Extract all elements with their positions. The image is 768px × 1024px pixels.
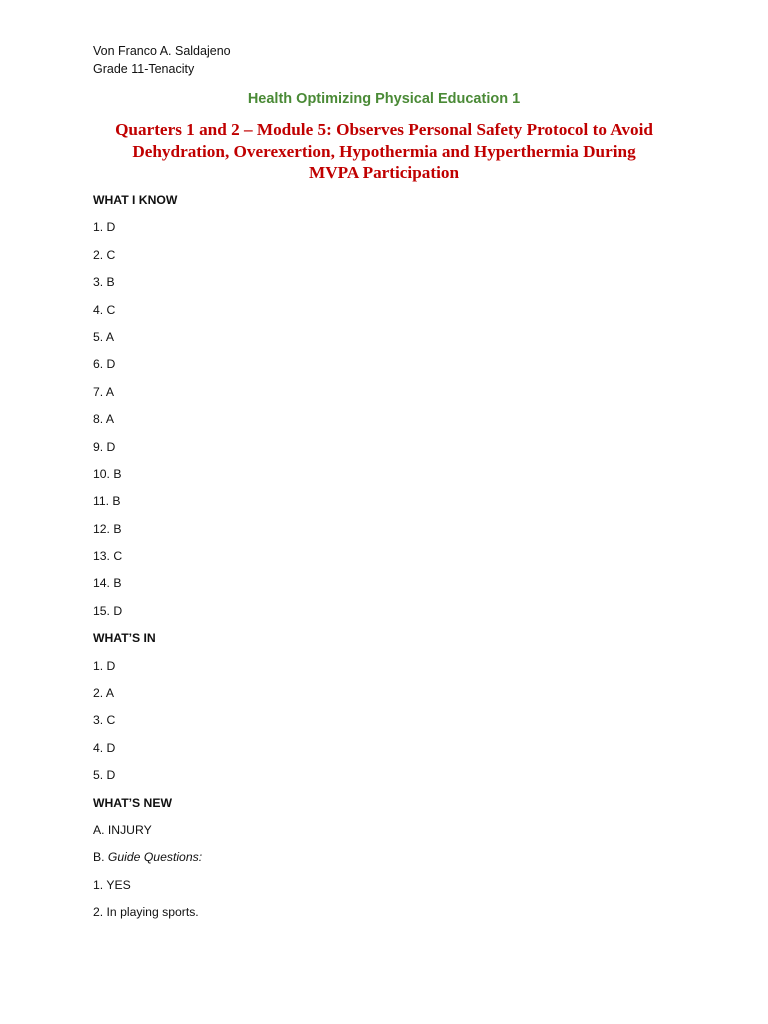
module-title-line-1: Quarters 1 and 2 – Module 5: Observes Personal Safety Protocol to Avoid xyxy=(115,120,653,139)
answer-item: 14. B xyxy=(93,576,122,591)
answer-item: 12. B xyxy=(93,521,122,536)
module-title-line-2: Dehydration, Overexertion, Hypothermia and Hyperthermia During xyxy=(132,141,636,161)
guide-questions-prefix: B. xyxy=(93,850,108,865)
answer-item: 1. YES xyxy=(93,877,131,892)
answer-item: 7. A xyxy=(93,384,115,399)
answer-item: 4. D xyxy=(93,740,116,755)
answer-item: 6. D xyxy=(93,357,116,372)
section-heading-whats-in: WHAT’S IN xyxy=(93,631,156,646)
section-heading-what-i-know: WHAT I KNOW xyxy=(93,193,178,207)
answer-item: 8. A xyxy=(93,412,115,427)
section-heading-whats-new: WHAT’S NEW xyxy=(93,795,172,810)
answer-item: 2. In playing sports. xyxy=(93,905,199,920)
answer-item: A. INJURY xyxy=(93,822,152,837)
answer-item: 2. C xyxy=(93,247,116,262)
guide-questions-label: Guide Questions: xyxy=(107,850,203,865)
answer-item: 3. C xyxy=(93,713,116,728)
answer-item: 15. D xyxy=(93,603,123,618)
answer-item: 3. B xyxy=(93,275,115,290)
author-block xyxy=(93,42,231,78)
student-name: Von Franco A. Saldajeno xyxy=(93,44,231,58)
module-title xyxy=(84,119,684,184)
answer-item: 2. A xyxy=(93,686,115,701)
answer-item: 9. D xyxy=(93,439,116,454)
answer-item: 10. B xyxy=(93,466,122,481)
module-title-line-3: MVPA Participation xyxy=(308,163,460,182)
guide-questions-line xyxy=(93,847,693,874)
student-grade: Grade 11-Tenacity xyxy=(93,62,195,76)
answer-item: 1. D xyxy=(93,220,116,235)
answer-item: 5. A xyxy=(93,329,115,344)
answer-item: 13. C xyxy=(93,549,123,564)
subject-title: Health Optimizing Physical Education 1 xyxy=(247,91,521,107)
answer-item: 4. C xyxy=(93,302,116,317)
answer-list xyxy=(93,190,693,930)
answer-item: 1. D xyxy=(93,658,116,673)
answer-item: 5. D xyxy=(93,768,116,783)
answer-item: 11. B xyxy=(93,494,121,509)
